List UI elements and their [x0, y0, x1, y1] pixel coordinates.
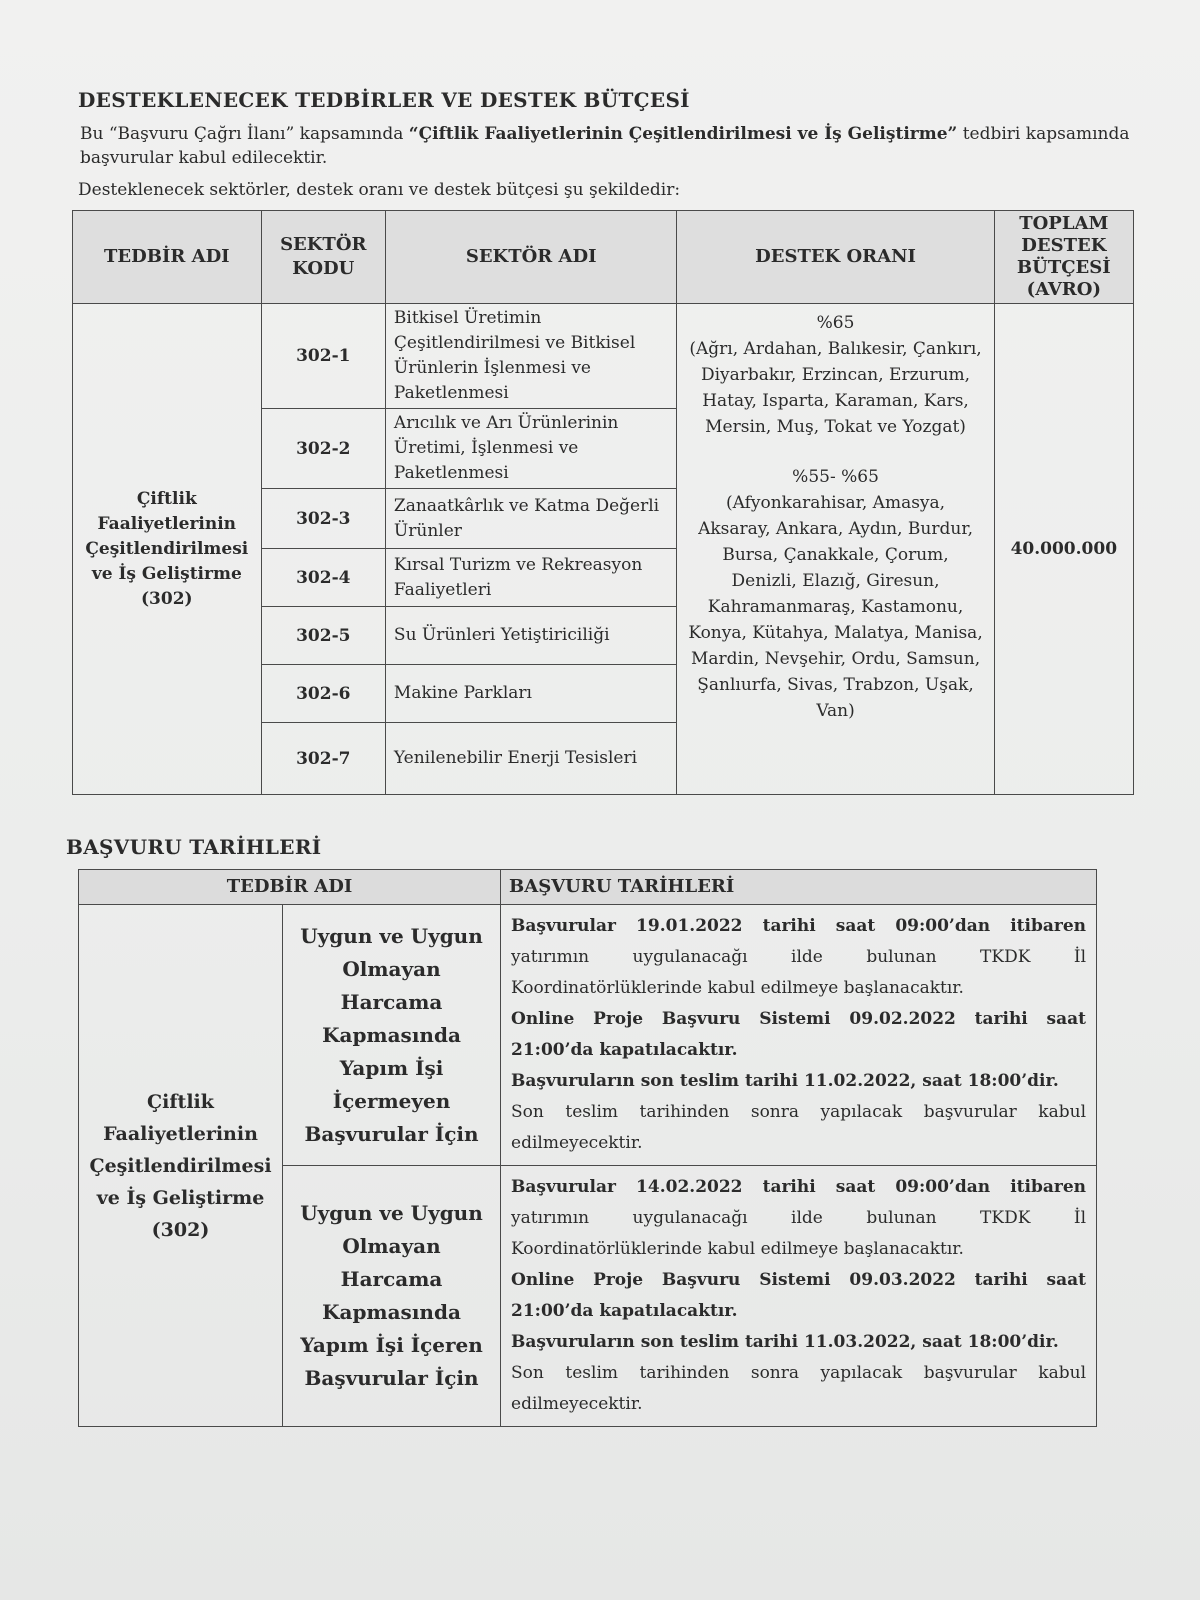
- late-application-note: Son teslim tarihinden sonra yapılacak başvurular kabul edilmeyecektir.: [511, 1102, 1087, 1153]
- sector-code: 302-6: [261, 665, 385, 723]
- sector-name: Su Ürünleri Yetiştiriciliği: [385, 607, 677, 665]
- category-cell: Uygun ve Uygun Olmayan Harcama Kapmasında Yapım İşi İçermeyen Başvurular İçin: [283, 905, 501, 1166]
- rate-1-value: %65: [816, 313, 855, 333]
- intro-paragraph: [80, 122, 1138, 170]
- deadline-date: Başvuruların son teslim tarihi 11.02.2022, saat 18:00’dir.: [511, 1071, 1059, 1091]
- system-close-date: Online Proje Başvuru Sistemi 09.03.2022 tarihi saat 21:00’da kapatılacaktır.: [511, 1270, 1087, 1321]
- sector-name: Zanaatkârlık ve Katma Değerli Ürünler: [385, 489, 677, 549]
- header-support-rate: DESTEK ORANI: [677, 211, 994, 304]
- header-application-dates: BAŞVURU TARİHLERİ: [501, 870, 1097, 905]
- intro-text-start: Bu “Başvuru Çağrı İlanı” kapsamında: [80, 124, 409, 144]
- header-tedbir: TEDBİR ADI: [79, 870, 501, 905]
- sector-code: 302-5: [261, 607, 385, 665]
- sector-code: 302-2: [261, 409, 385, 489]
- header-tedbir: TEDBİR ADI: [73, 211, 262, 304]
- application-open-text: yatırımın uygulanacağı ilde bulunan TKDK İl Koordinatörlüklerinde kabul edilmeye başlanacaktır.: [511, 1208, 1087, 1259]
- sector-code: 302-3: [261, 489, 385, 549]
- sector-code: 302-1: [261, 304, 385, 409]
- total-budget-cell: 40.000.000: [994, 304, 1133, 795]
- section-title-measures: DESTEKLENECEK TEDBİRLER VE DESTEK BÜTÇESİ: [78, 88, 690, 112]
- lead-sentence: Desteklenecek sektörler, destek oranı ve destek bütçesi şu şekildedir:: [78, 180, 681, 200]
- late-application-note: Son teslim tarihinden sonra yapılacak başvurular kabul edilmeyecektir.: [511, 1363, 1087, 1414]
- dates-cell: [501, 1166, 1097, 1427]
- intro-text-end: tedbiri kapsamında başvurular kabul edilecektir.: [80, 124, 1130, 168]
- application-open-text: yatırımın uygulanacağı ilde bulunan TKDK İl Koordinatörlüklerinde kabul edilmeye başlanacaktır.: [511, 947, 1087, 998]
- header-total-budget: TOPLAM DESTEK BÜTÇESİ (AVRO): [994, 211, 1133, 304]
- table-row: [79, 905, 1097, 1166]
- sector-name: Bitkisel Üretimin Çeşitlendirilmesi ve Bitkisel Ürünlerin İşlenmesi ve Paketlenmesi: [385, 304, 677, 409]
- sector-name: Makine Parkları: [385, 665, 677, 723]
- table-header-row: [73, 211, 1134, 304]
- sector-name: Arıcılık ve Arı Ürünlerinin Üretimi, İşlenmesi ve Paketlenmesi: [385, 409, 677, 489]
- tedbir-name-cell: Çiftlik Faaliyetlerinin Çeşitlendirilmesi ve İş Geliştirme (302): [73, 304, 262, 795]
- support-rate-cell: [677, 304, 994, 795]
- deadline-date: Başvuruların son teslim tarihi 11.03.2022, saat 18:00’dir.: [511, 1332, 1059, 1352]
- header-sector-code: SEKTÖR KODU: [261, 211, 385, 304]
- sector-code: 302-4: [261, 549, 385, 607]
- table-header-row: [79, 870, 1097, 905]
- tedbir-name-cell: Çiftlik Faaliyetlerinin Çeşitlendirilmesi ve İş Geliştirme (302): [79, 905, 283, 1427]
- application-open-date: Başvurular 19.01.2022 tarihi saat 09:00’dan itibaren: [511, 916, 1087, 936]
- application-open-date: Başvurular 14.02.2022 tarihi saat 09:00’dan itibaren: [511, 1177, 1087, 1197]
- intro-measure-name: “Çiftlik Faaliyetlerinin Çeşitlendirilmesi ve İş Geliştirme”: [408, 124, 958, 144]
- sector-name: Yenilenebilir Enerji Tesisleri: [385, 723, 677, 795]
- dates-cell: [501, 905, 1097, 1166]
- rate-1-provinces: (Ağrı, Ardahan, Balıkesir, Çankırı, Diyarbakır, Erzincan, Erzurum, Hatay, Isparta, Karaman, Kars, Mersin, Muş, Tokat ve Yozgat): [689, 339, 982, 437]
- rate-2-provinces: (Afyonkarahisar, Amasya, Aksaray, Ankara, Aydın, Burdur, Bursa, Çanakkale, Çorum, Denizli, Elazığ, Giresun, Kahramanmaraş, Kastamonu, Konya, Kütahya, Malatya, Manisa, Mardin, Nevşehir, Ordu, Samsun, Şanlıurfa, Sivas, Trabzon, Uşak, Van): [688, 493, 983, 721]
- sector-name: Kırsal Turizm ve Rekreasyon Faaliyetleri: [385, 549, 677, 607]
- section-title-dates: BAŞVURU TARİHLERİ: [66, 835, 322, 859]
- sectors-budget-table: [72, 210, 1134, 795]
- category-cell: Uygun ve Uygun Olmayan Harcama Kapmasında Yapım İşi İçeren Başvurular İçin: [283, 1166, 501, 1427]
- header-sector-name: SEKTÖR ADI: [385, 211, 677, 304]
- system-close-date: Online Proje Başvuru Sistemi 09.02.2022 tarihi saat 21:00’da kapatılacaktır.: [511, 1009, 1087, 1060]
- sector-code: 302-7: [261, 723, 385, 795]
- application-dates-table: [78, 869, 1097, 1427]
- rate-2-value: %55- %65: [792, 467, 879, 487]
- table-row: [73, 304, 1134, 409]
